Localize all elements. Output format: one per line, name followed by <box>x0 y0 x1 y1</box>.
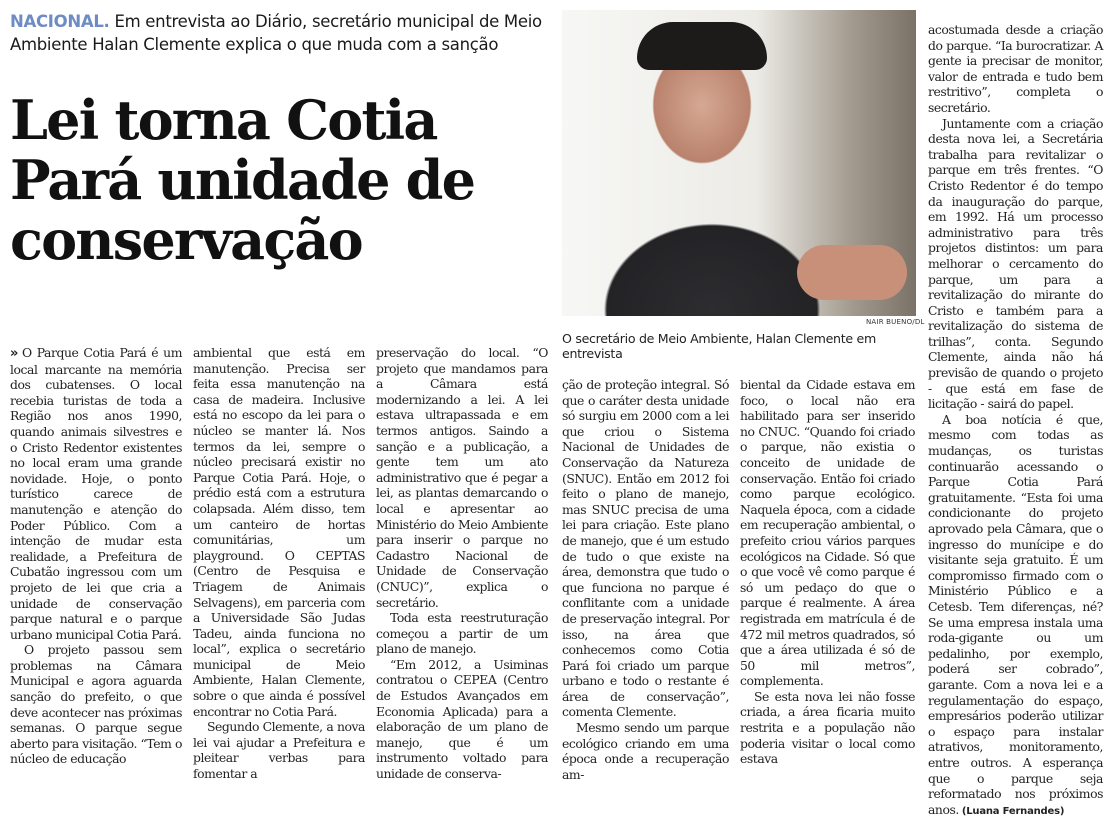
paragraph: Mesmo sendo um parque ecológico criando em uma época onde a recuperação am- <box>562 720 729 782</box>
paragraph: A boa notícia é que, mesmo com todas as mudanças, os turistas continuarão acessando o Parque Cotia Pará gratuitamente. “Esta foi uma condicionante do projeto aprovado pela Câmara, que o ingresso do munícipe e do visitante seja gratuito. É um compromisso firmado com o Ministério Público e a Cetesb. Tem diferenças, né? Se uma empresa instala uma roda-gigante ou um pedalinho, por exemplo, poderá ser cobrado”, garante. Com a nova lei e a regulamentação do espaço, empresários poderão utilizar o espaço para instalar atrativos, monitoramento, entre outros. A esperança que o parque seja reformatado nos próximos anos. (Luana Fernandes) <box>928 411 1103 817</box>
paragraph: preservação do local. “O projeto que mandamos para a Câmara está modernizando a lei. A lei estava ultrapassada e em termos antigos. Saindo a sanção e a publicação, a gente tem um ato administrativo que é pegar a lei, as plantas demarcando o local e apresentar ao Ministério do Meio Ambiente para inserir o parque no Cadastro Nacional de Unidade de Conservação (CNUC)”, explica o secretário. <box>376 345 548 610</box>
paragraph: ção de proteção integral. Só que o caráter desta unidade só surgiu em 2000 com a lei que criou o Sistema Nacional de Unidades de Conservação da Natureza (SNUC). Então em 2012 foi feito o plano de manejo, mas SNUC precisa de uma lei para criação. Este plano de manejo, que é um estudo de tudo o que existe na área, demonstra que tudo o que funciona no parque é conflitante com a unidade de preservação integral. Por isso, na área que conhecemos como Cotia Pará foi criado um parque urbano e todo o restante é área de conservação”, comenta Clemente. <box>562 377 729 720</box>
paragraph: acostumada desde a criação do parque. “Ia burocratizar. A gente ia precisar de monitor, valor de entrada e tudo bem restritivo”, completa o secretário. <box>928 22 1103 115</box>
lead-marker: » <box>10 346 18 361</box>
paragraph: O projeto passou sem problemas na Câmara Municipal e agora aguarda sanção do prefeito, o que deve acontecer nas próximas semanas. O parque segue aberto para visitação. “Tem o núcleo de educação <box>10 642 182 767</box>
section-label: NACIONAL. <box>10 12 110 31</box>
paragraph: Se esta nova lei não fosse criada, a área ficaria muito restrita e a população não poderia visitar o local como estava <box>740 688 915 767</box>
photo-figure-hand <box>797 245 907 300</box>
article-column-1 <box>10 345 182 767</box>
paragraph: Segundo Clemente, a nova lei vai ajudar a Prefeitura e pleitear verbas para fomentar a <box>193 719 365 782</box>
paragraph: biental da Cidade estava em foco, o local não era habilitado para ser inserido no CNUC. “Quando foi criado o parque, não existia o conceito de unidade de conservação. Então foi criado como parque ecológico. Naquela época, com a cidade em recuperação ambiental, o prefeito criou vários parques ecológicos na Cidade. Só que o que você vê como parque é só um pedaço do que o parque é realmente. A área registrada em matrícula é de 472 mil metros quadrados, só que a área utilizada é só de 50 mil metros”, complementa. <box>740 377 915 689</box>
headline: Lei torna Cotia Pará unidade de conservação <box>10 88 475 272</box>
photo-figure-hair <box>637 22 767 70</box>
paragraph: “Em 2012, a Usiminas contratou o CEPEA (Centro de Estudos Avançados em Economia Aplicada) para a elaboração de um plano de manejo, que é um instrumento voltado para unidade de conserva- <box>376 656 548 782</box>
kicker <box>10 10 550 56</box>
photo-caption: O secretário de Meio Ambiente, Halan Clemente em entrevista <box>562 331 876 361</box>
article-photo <box>562 10 916 316</box>
paragraph: ambiental que está em manutenção. Precisa ser feita essa manutenção na casa de madeira. Inclusive está no escopo da lei para o núcleo se manter lá. Nos termos da lei, sempre o núcleo precisará existir no Parque Cotia Pará. Hoje, o prédio está com a estrutura colapsada. Além disso, tem um canteiro de hortas comunitárias, um playground. O CEPTAS (Centro de Pesquisa e Triagem de Animais Selvagens), em parceria com a Universidade São Judas Tadeu, ainda funciona no local”, explica o secretário municipal de Meio Ambiente, Halan Clemente, sobre o que ainda é possível encontrar no Cotia Pará. <box>193 345 365 719</box>
article-column-2 <box>193 345 365 782</box>
paragraph: » O Parque Cotia Pará é um local marcante na memória dos cubatenses. O local recebia turistas de toda a Região nos anos 1990, quando animais silvestres e o Cristo Redentor existentes no local eram uma grande novidade. Hoje, o ponto turístico carece de manutenção e atenção do Poder Público. Com a intenção de mudar esta realidade, a Prefeitura de Cubatão ingressou com um projeto de lei que cria a unidade de conservação parque natural e o parque urbano municipal Cotia Pará. <box>10 345 182 642</box>
article-column-3 <box>376 345 548 782</box>
article-column-5 <box>740 377 915 767</box>
paragraph: Juntamente com a criação desta nova lei, a Secretária trabalha para revitalizar o parque em três frentes. “O Cristo Redentor é do tempo da inauguração do parque, em 1992. Há um processo administrativo para três projetos distintos: um para melhorar o cercamento do parque, um para a revitalização do mirante do Cristo e também para a revitalização do sistema de trilhas”, conta. Segundo Clemente, ainda não há previsão de quando o projeto - que está em fase de licitação - sairá do papel. <box>928 115 1103 412</box>
article-column-4 <box>562 377 729 782</box>
kicker-text: Em entrevista ao Diário, secretário municipal de Meio Ambiente Halan Clemente explica o que muda com a sanção <box>10 12 542 54</box>
photo-credit: NAIR BUENO/DL <box>866 318 925 326</box>
author-credit: (Luana Fernandes) <box>961 805 1065 817</box>
article-column-6 <box>928 22 1103 819</box>
paragraph: Toda esta reestruturação começou a partir de um plano de manejo. <box>376 610 548 657</box>
